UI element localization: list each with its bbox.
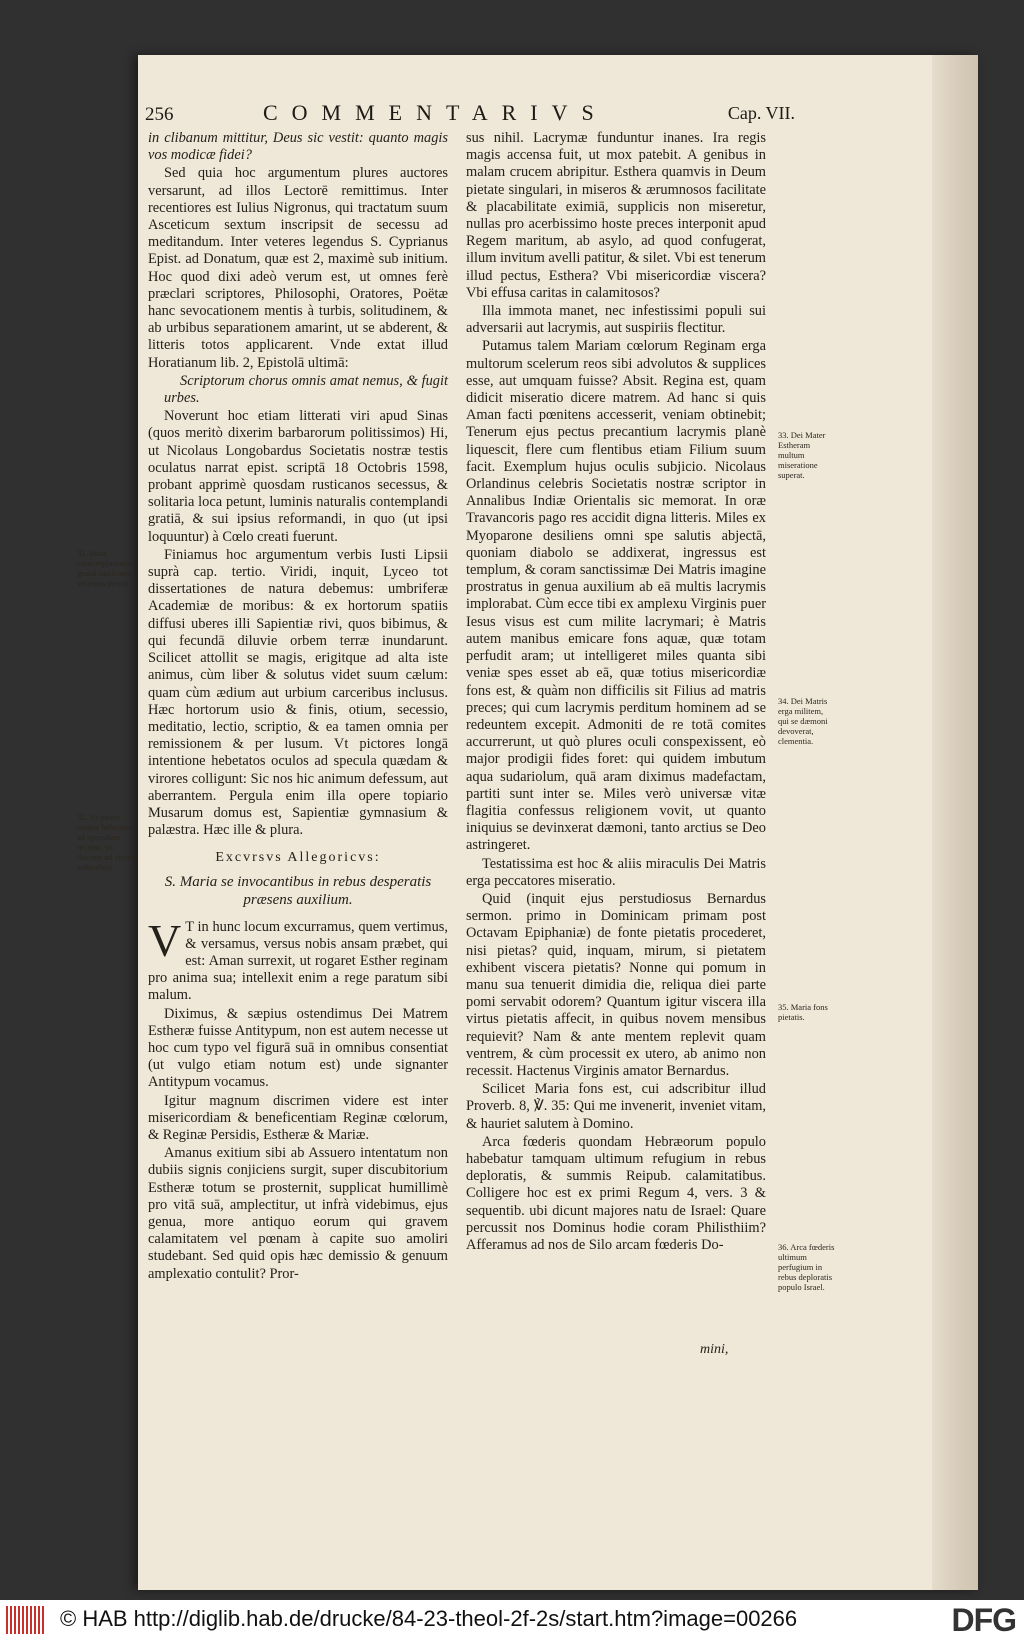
paragraph: Finiamus hoc argumentum verbis Iusti Lipsii suprà cap. tertio. Viridi, inquit, Lyceo tot dissertationes de natura debemus: umbriferæ Academiæ de moribus: & ex hortorum spatiis diffusi uberes illi Sapientiæ rivi, quos bibimus, & qui fecundā diluvie orbem terræ inundarunt. Scilicet attollit se magis, erigitque ad alta iste animus, cùm liber & solutus videt suum cælum: quam cùm ædium aut urbium carceribus inclusus. Hæc hortorum usio & finis, otium, secessio, meditatio, lectio, scriptio, & ea tamen omnia per remissionem & per lusum. Vt pictores longā intentione hebetatos oculos ad specula quædam & virores colligunt: Sic nos hic animum defessum, aut aberrantem. Pergula enim illa opere topiario Musarum domus est, Sapientiæ gymnasium & palæstra. Hæc ille & plura. [148, 546, 448, 839]
paragraph: Quid (inquit ejus perstudiosus Bernardus sermon. primo in Dominicam primam post Octavam Epiphaniæ) de fonte pietatis procederet, nisi pietas? quid, inquam, mirum, si pietatem exhibent viscera pietatis? Nonne qui pomum in manu sua tenuerit dimidia die, reliqua diei parte pomi servabit odorem? Quantum igitur viscera illa virtus pietatis affecit, in quibus novem mensibus requievit? Nam & ante mentem replevit quam ventrem, & cùm processit ex utero, ab animo non recessit. Hactenus Virginis amator Bernardus. [466, 890, 766, 1079]
paragraph: Arca fœderis quondam Hebræorum populo habebatur tamquam ultimum refugium in rebus deploratis, & summis Reipub. calamitatibus. Colligere hoc est ex primi Regum 4, vers. 3 & sequentib. ubi dicunt majores natu de Israel: Quare percussit nos Dominus hodie coram Philisthiim? Afferamus ad nos de Silo arcam fœderis Do- [466, 1133, 766, 1253]
paragraph: Sed quia hoc argumentum plures auctores versarunt, ad illos Lectorē remittimus. Inter recentiores est Iulius Nigronus, qui tractatum suum Asceticum sextum inscripsit de secessu ad meditandum. Inter veteres legendus S. Cyprianus Epist. ad Donatum, quæ est 2, maximè sub initium. Hoc quod dixi adeò verum est, ut omnes ferè præclari scriptores, Philosophi, Oratores, Poëtæ hanc sevocationem mentis à turbis, solitudinem, & ab urbibus separationem amarint, ut se abderent, & litteris totos applicarent. Vnde extat illud Horatianum lib. 2, Epistolā ultimā: [148, 165, 448, 371]
paragraph: Igitur magnum discrimen videre est inter misericordiam & beneficentiam Reginæ cœlorum, & Reginæ Persidis, Estheræ & Mariæ. [148, 1092, 448, 1143]
excursus-heading: Excvrsvs Allegoricvs: [215, 850, 381, 866]
page-number: 256 [145, 104, 174, 125]
paragraph: Diximus, & sæpius ostendimus Dei Matrem Estheræ fuisse Antitypum, non est autem necesse ut hoc cum typo vel figurā suā in omnibus consentiat (ut vulgo etiam notum est) unde signanter Antitypum vocamus. [148, 1005, 448, 1091]
margin-note-34: 34. Dei Matris erga militem, qui se dæmoni devoverat, clementia. [778, 696, 828, 746]
paragraph: Illa immota manet, nec infestissimi populi sui adversarii aut lacrymis, aut suspiriis flectitur. [466, 303, 766, 337]
paragraph: Noverunt hoc etiam litterati viri apud Sinas (quos meritò dixerim barbarorum politissimos) Hi, ut Nicolaus Longobardus Societatis nostræ testis oculatus narrat epist. scriptā 18 Octobris 1598, probant apprimè quosdam rusticanos secessus, & solitaria loca petunt, luminis naturalis contemplandi gratiā, & sui ipsius reformandi, in quo (ut ipsi loquuntur) à Cœlo creati fuerunt. [148, 408, 448, 545]
running-title: COMMENTARIVS [263, 100, 608, 125]
dfg-logo: DFG [951, 1602, 1016, 1638]
paragraph: Putamus talem Mariam cœlorum Reginam erga multorum scelerum reos sibi advolutos & supplices esse, aut umquam fuisse? Absit. Regina est, quam didicit miseratio dicere matrem. Ad hanc si quis Aman facti pœnitens accesserit, veniam obtinebit; Tenerum ejus pectus precantium lacrymis planè liquescit, flere cum flentibus etiam Filium suum facit. Exemplum hujus oculis subjicio. Nicolaus Orlandinus celebris Societatis nostræ scriptor in Annalibus Indiæ Orientalis sic memorat. In oræ Travancoris pago res accidit digna litteris. Miles ex Myoparone desiliens omni spe salutis abjectā, quoniam diabolo se addixerat, ingressus est templum, & coram sanctissimæ Dei Matris imagine prostratus in genua auxilium ab eā multis lacrymis implorabat. Cùm ecce tibi ex amplexu Virginis puer Iesus visus est cum milite lacrymari; è Matris autem manibus emicare fons aquæ, quæ totam perfudit aram; ut intelligeret miles quanta sibi veniæ spes esset ab eā, quæ totius misericordiæ fons est, & quàm non difficilis sit Filius ad matris preces; qui cum lacrymis perditum hominem ad se redeuntem excepit. Admoniti de re totā comites accurrerunt, ut quò plures oculi conspexissent, eò major prodigii fides foret: qui quidem imbutum aqua sudariolum, quā aram diximus madefactam, partiti sunt inter se. Miles verò universæ vitæ flagitia confessus religionem vovit, ut quanto iniquius se devinxerat dæmoni, tanto arctius se Deo astringeret. [466, 338, 766, 854]
paragraph: Testatissima est hoc & aliis miraculis Dei Matris erga peccatores miseratio. [466, 855, 766, 889]
margin-note-32: 32. Vt pictor oculos hebetatos ad speculum recreat, sic Ascetæ ad vireta solitudinis. [77, 812, 134, 872]
margin-note-36: 36. Arca fœderis ultimum perfugium in rebus deploratis populo Israel. [778, 1242, 835, 1292]
margin-note-33: 33. Dei Mater Estheram multum miseratione superat. [778, 430, 826, 480]
excursus-title: S. Maria se invocantibus in rebus desperatis præsens auxilium. [164, 873, 432, 908]
source-link[interactable]: © HAB http://diglib.hab.de/drucke/84-23-theol-2f-2s/start.htm?image=00266 [60, 1606, 798, 1631]
drop-capital: V [148, 914, 182, 966]
paragraph: in clibanum mittitur, Deus sic vestit: quanto magis vos modicæ fidei? [148, 130, 448, 164]
left-column [148, 130, 448, 1284]
margin-note-31: 31. Sinæ contemplationis gratiā rusticanos secessus petunt. [77, 548, 133, 588]
catchword: mini, [700, 1342, 729, 1357]
right-column [466, 130, 766, 1255]
chapter-label: Cap. VII. [727, 103, 795, 123]
paragraph: V T in hunc locum excurramus, quem vertimus, & versamus, versus nobis ansam præbet, qui est: Aman surrexit, ut rogaret Esther reginam pro anima sua; intellexit enim a rege paratum sibi malum. [148, 914, 448, 1004]
paragraph: Scilicet Maria fons est, cui adscribitur illud Proverb. 8, ℣. 35: Qui me invenerit, inveniet vitam, & hauriet salutem à Domino. [466, 1081, 766, 1132]
page-gutter [932, 55, 978, 1590]
barcode-icon [6, 1606, 46, 1634]
verse-quote: Scriptorum chorus omnis amat nemus, & fugit urbes. [164, 372, 448, 407]
paragraph: Amanus exitium sibi ab Assuero intentatum non dubiis signis conjiciens surgit, super discubitorium Estheræ totum se prosternit, supplicat humillimè pro vitā suā, amplectitur, ut infrà videbimus, ejus genua, more antiquo eorum qui gravem calamitatem vel pœnam à capite suo amoliri studebant. Sed quid opis hæc demissio & genuum amplexatio contulit? Pror- [148, 1145, 448, 1282]
running-header [145, 100, 795, 128]
viewer-footer [0, 1600, 1024, 1640]
margin-note-35: 35. Maria fons pietatis. [778, 1002, 828, 1022]
paragraph: sus nihil. Lacrymæ funduntur inanes. Ira regis magis accensa fuit, ut mox patebit. A genibus in malam crucem abripitur. Esthera quamvis in Deum pietate singulari, in miseros & ærumnosos facilitate & placabilitate eximiā, supplicis non miseretur, nullas pro acerbissimo hoste preces interponit apud Regem maritum, ab asylo, ad quod confugerat, illum invitum avelli patitur, & silet. Vbi est tenerum illud pectus, Esthera? Vbi misericordiæ viscera? Vbi effusa caritas in calamitosos? [466, 130, 766, 301]
